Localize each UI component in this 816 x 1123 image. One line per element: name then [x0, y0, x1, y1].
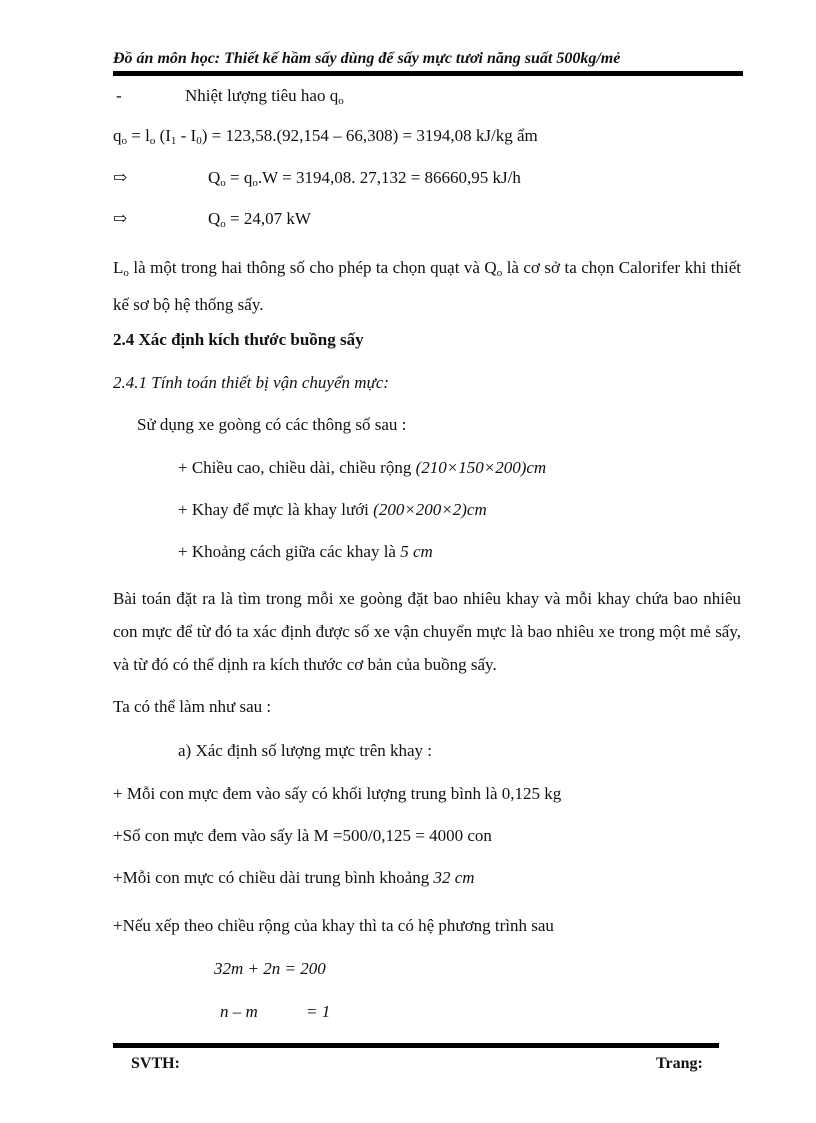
step-a-line4: +Nếu xếp theo chiều rộng của khay thì ta có hệ phương trình sau [113, 916, 554, 935]
eq2-q-sub: o [252, 177, 258, 189]
summary-L-sub: o [123, 267, 129, 279]
heat-title-sub: o [338, 95, 344, 107]
eq2-q: = q [225, 168, 253, 187]
cart-intro: Sử dụng xe goòng có các thông số sau : [137, 415, 407, 434]
spec2-dim: (200×200×2)cm [373, 500, 487, 519]
line3-text: +Mỗi con mực có chiều dài trung bình khoảng [113, 868, 434, 887]
header-rule [113, 71, 743, 76]
equation-qo [113, 126, 538, 147]
footer-rule [113, 1043, 719, 1048]
eq-i1-sub: 1 [170, 135, 177, 147]
summary-paragraph [113, 252, 741, 320]
summary-Q-sub: o [496, 267, 503, 279]
spec1-dim: (210×150×200)cm [415, 458, 547, 477]
heat-title [185, 86, 344, 107]
heat-title-text: Nhiệt lượng tiêu hao q [185, 86, 339, 105]
spec3-text: + Khoảng cách giữa các khay là [178, 542, 401, 561]
step-a-title: a) Xác định số lượng mực trên khay : [178, 741, 433, 760]
cart-spec-dimensions [178, 458, 546, 478]
summary-L: L [113, 258, 124, 277]
subsection-heading: 2.4.1 Tính toán thiết bị vận chuyển mực: [113, 373, 390, 392]
implies-arrow-icon: ⇨ [113, 168, 128, 187]
footer-page: Trang: [656, 1055, 703, 1072]
eq-i1: (I [155, 126, 171, 145]
summary-part2: là cơ sở ta chọn Calorifer khi thiết kế sơ bộ hệ thống sấy. [113, 258, 742, 314]
step-a-line2: +Số con mực đem vào sấy là M =500/0,125 = 4000 con [113, 826, 492, 845]
eq-q-sub: o [121, 135, 127, 147]
eq-i0-sub: 0 [196, 135, 202, 147]
eq3-Q-sub: o [220, 218, 226, 230]
cart-spec-gap [178, 542, 433, 562]
step-a-line3 [113, 868, 475, 888]
eq3-result: = 24,07 kW [225, 209, 311, 228]
header-title: Đồ án môn học: Thiết kế hầm sấy dùng để sấy mực tươi năng suất 500kg/mẻ [113, 50, 621, 67]
spec3-dim: 5 cm [400, 542, 433, 561]
equation-Qo-kw [208, 209, 311, 230]
line3-val: 32 cm [433, 868, 475, 887]
footer-svth: SVTH: [131, 1055, 180, 1072]
equation-Qo-kjh [208, 168, 521, 189]
cart-spec-tray [178, 500, 487, 520]
system-equation-2-left: n – m [220, 1002, 258, 1021]
summary-part1: là một trong hai thông số cho phép ta chọn quạt và Q [128, 258, 497, 277]
eq-l-sub: o [149, 135, 156, 147]
implies-arrow-icon: ⇨ [113, 209, 128, 228]
system-equation-2-right: = 1 [306, 1002, 331, 1021]
eq-result: ) = 123,58.(92,154 – 66,308) = 3194,08 kJ/kg ẩm [201, 126, 538, 145]
section-heading: 2.4 Xác định kích thước buồng sấy [113, 330, 364, 349]
bullet-dash: - [116, 86, 122, 105]
eq2-Q: Q [208, 168, 221, 187]
eq3-Q: Q [208, 209, 221, 228]
eq-i0: - I [176, 126, 197, 145]
step-a-line1: + Mỗi con mực đem vào sấy có khối lượng trung bình là 0,125 kg [113, 784, 562, 803]
eq2-result: .W = 3194,08. 27,132 = 86660,95 kJ/h [257, 168, 521, 187]
eq-q: q [113, 126, 122, 145]
eq2-Q-sub: o [220, 177, 226, 189]
problem-paragraph: Bài toán đặt ra là tìm trong mỗi xe goòng đặt bao nhiêu khay và mỗi khay chứa bao nhiêu con mực để từ đó ta xác định được số xe vận chuyển mực là bao nhiêu xe trong một mẻ sấy, và từ đó có thể dịnh ra kích thước cơ bản của buồng sấy. [113, 589, 741, 674]
spec2-text: + Khay để mực là khay lưới [178, 500, 374, 519]
approach-line: Ta có thể làm như sau : [113, 697, 272, 716]
eq-l: = l [127, 126, 150, 145]
system-equation-1: 32m + 2n = 200 [214, 959, 326, 978]
spec1-text: + Chiều cao, chiều dài, chiều rộng [178, 458, 416, 477]
